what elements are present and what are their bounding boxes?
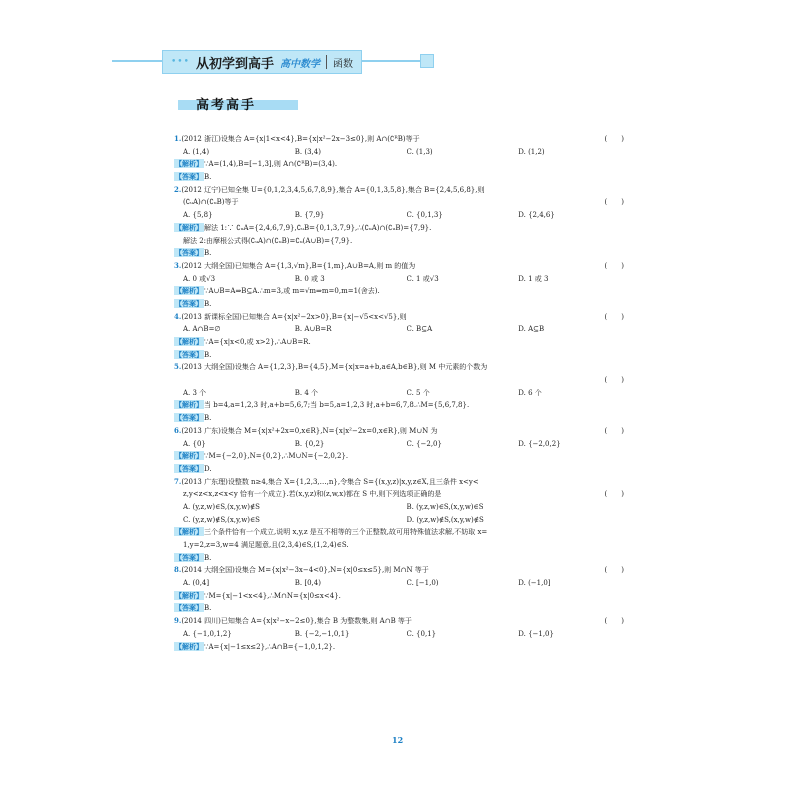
solution-tag: 【解析】 (175, 159, 203, 169)
solution-text: ∵A={x|−1≤x≤2},∴A∩B={−1,0,1,2}. (204, 642, 336, 651)
question-9-options (174, 628, 630, 641)
question-3-answer (174, 298, 630, 311)
option-a: A. {5,8} (183, 211, 213, 220)
solution-tag: 【解析】 (175, 451, 203, 461)
answer-paren: ( ) (604, 135, 624, 143)
solution-text: ∵A∪B=A⇒B⊆A.∴m=3,或 m=√m⇒m=0,m=1(舍去). (204, 287, 380, 296)
answer-text: B. (204, 173, 212, 182)
solution-text: ∵A=(1,4),B=[−1,3],则 A∩(∁ᴿB)=(3,4). (204, 160, 338, 169)
question-8-options (174, 577, 630, 590)
option-d: D. 6 个 (518, 388, 542, 397)
question-number: 5. (174, 362, 182, 372)
answer-text: B. (204, 299, 212, 308)
option-c: C. (1,3) (406, 147, 433, 156)
option-c: C. B⊆A (406, 325, 433, 334)
solution-text: 当 b=4,a=1,2,3 时,a+b=5,6,7;当 b=5,a=1,2,3 时,a+b=6,7,8.∴M={5,6,7,8}. (204, 401, 470, 410)
question-2-solution (174, 222, 630, 235)
option-c: C. 5 个 (406, 388, 430, 397)
question-number: 4. (174, 311, 182, 321)
answer-paren: ( ) (604, 490, 624, 499)
option-b: B. {0,2} (294, 439, 325, 448)
option-c: C. (y,z,w)∉S,(x,y,w)∈S (183, 515, 260, 524)
option-d: D. {−1,0} (518, 629, 554, 638)
option-d: D. 1 或 3 (518, 274, 549, 283)
answer-tag: 【答案】 (175, 298, 203, 308)
option-b: B. (y,z,w)∈S,(x,y,w)∈S (406, 502, 484, 511)
header-end-square (420, 54, 434, 68)
answer-text: B. (204, 350, 212, 359)
question-2-stem (174, 184, 630, 197)
question-text: (∁ᵤA)∩(∁ᵤB)等于 (183, 198, 239, 207)
solution-tag: 【解析】 (175, 590, 203, 600)
question-number: 9. (174, 616, 182, 626)
question-text: (2012 辽宁)已知全集 U={0,1,2,3,4,5,6,7,8,9},集合 A={0,1,3,5,8},集合 B={2,4,5,6,8},则 (181, 185, 485, 194)
option-a: A. (y,z,w)∈S,(x,y,w)∉S (183, 502, 260, 511)
solution-text: 解法 1:∵ ∁ᵤA={2,4,6,7,9},∁ᵤB={0,1,3,7,9},∴(∁ᵤA)∩(∁ᵤB)={7,9}. (204, 223, 432, 232)
question-7-stem-cont (174, 488, 630, 501)
question-7-stem (174, 476, 630, 489)
question-7-solution-cont (174, 539, 630, 552)
answer-paren: ( ) (604, 198, 624, 207)
solution-text: 1,y=2,z=3,w=4 满足题意,且(2,3,4)∈S,(1,2,4)∈S. (183, 541, 349, 549)
option-a: A. (0,4] (183, 579, 210, 588)
solution-text: ∵M={x|−1<x<4},∴M∩N={x|0≤x<4}. (204, 591, 341, 600)
question-8-answer (174, 602, 630, 615)
solution-text: ∵M={−2,0},N={0,2},∴M∪N={−2,0,2}. (204, 452, 349, 461)
question-4-answer (174, 349, 630, 362)
question-5-stem (174, 361, 630, 374)
answer-tag: 【答案】 (175, 603, 203, 613)
question-6-answer (174, 463, 630, 476)
question-text: (2012 大纲全国)已知集合 A={1,3,√m},B={1,m},A∪B=A,则 m 的值为 (181, 261, 416, 270)
question-2-answer (174, 247, 630, 260)
question-number: 6. (174, 425, 182, 435)
question-9-stem (174, 615, 630, 628)
question-number: 8. (174, 565, 182, 575)
question-6-solution (174, 450, 630, 463)
question-text: (2013 新课标全国)已知集合 A={x|x²−2x>0},B={x|−√5<x<√5},则 (181, 312, 407, 321)
question-5-paren-line (174, 374, 630, 387)
option-d: D. (y,z,w)∉S,(x,y,w)∉S (406, 515, 484, 524)
header-dots: ••• (171, 57, 190, 67)
question-number: 7. (174, 476, 182, 486)
question-4-options (174, 323, 630, 336)
subject-title: 高中数学 (279, 58, 320, 70)
page-number: 12 (392, 735, 404, 745)
question-4-stem (174, 311, 630, 324)
question-1-options (174, 146, 630, 159)
question-2-solution-cont (174, 235, 630, 248)
header-separator (326, 55, 327, 69)
chapter-title: 函数 (332, 58, 353, 70)
solution-tag: 【解析】 (175, 400, 203, 410)
solution-text: 解法 2:由摩根公式得(∁ᵤA)∩(∁ᵤB)=∁ᵤ(A∪B)={7,9}. (183, 236, 353, 245)
option-a: A. {−1,0,1,2} (183, 629, 232, 638)
answer-text: D. (204, 464, 212, 473)
answer-tag: 【答案】 (175, 172, 203, 182)
option-d: D. {−2,0,2} (518, 439, 561, 448)
answer-tag: 【答案】 (175, 413, 203, 423)
question-text: (2012 浙江)设集合 A={x|1<x<4},B={x|x²−2x−3≤0},则 A∩(∁ᴿB)等于 (181, 135, 420, 143)
option-a: A. A∩B=∅ (183, 325, 221, 334)
question-number: 1. (174, 134, 182, 143)
solution-tag: 【解析】 (175, 222, 203, 232)
question-2-options (174, 209, 630, 222)
answer-text: B. (204, 414, 212, 423)
section-title: 高考高手 (196, 98, 257, 113)
answer-paren: ( ) (604, 566, 624, 575)
option-d: D. (1,2) (518, 147, 545, 156)
answer-paren: ( ) (604, 376, 624, 385)
option-a: A. 0 或√3 (183, 274, 216, 283)
question-2-stem-cont (174, 196, 630, 209)
question-9-solution (174, 641, 630, 654)
option-c: C. {0,1} (406, 629, 437, 638)
question-3-options (174, 273, 630, 286)
question-text: (2013 大纲全国)设集合 A={1,2,3},B={4,5},M={x|x=a+b,a∈A,b∈B},则 M 中元素的个数为 (181, 363, 488, 372)
answer-tag: 【答案】 (175, 248, 203, 258)
answer-tag: 【答案】 (175, 349, 203, 359)
option-a: A. (1,4) (183, 147, 210, 156)
option-c: C. {0,1,3} (406, 211, 443, 220)
option-b: B. {7,9} (294, 211, 325, 220)
option-b: B. 4 个 (294, 388, 319, 397)
option-d: D. A⊆B (518, 325, 545, 334)
answer-tag: 【答案】 (175, 463, 203, 473)
option-c: C. [−1,0) (406, 579, 439, 588)
option-d: D. {2,4,6} (518, 211, 555, 220)
answer-paren: ( ) (604, 426, 624, 435)
question-8-solution (174, 590, 630, 603)
series-title: 从初学到高手 (195, 56, 274, 72)
question-1-answer (174, 171, 630, 184)
solution-tag: 【解析】 (175, 641, 203, 651)
question-text: (2014 四川)已知集合 A={x|x²−x−2≤0},集合 B 为整数集,则 A∩B 等于 (181, 617, 412, 626)
option-d: D. (−1,0] (518, 579, 551, 588)
question-8-stem (174, 564, 630, 577)
answer-text: B. (204, 604, 212, 613)
answer-tag: 【答案】 (175, 552, 203, 562)
option-a: A. 3 个 (183, 388, 207, 397)
option-c: C. 1 或√3 (406, 274, 439, 283)
option-b: B. {−2,−1,0,1} (294, 629, 350, 638)
running-header (112, 50, 432, 72)
question-text: (2014 大纲全国)设集合 M={x|x²−3x−4<0},N={x|0≤x≤5},则 M∩N 等于 (181, 566, 429, 575)
option-c: C. {−2,0} (406, 439, 442, 448)
question-5-options (174, 387, 630, 400)
option-a: A. {0} (183, 439, 206, 448)
question-4-solution (174, 336, 630, 349)
question-3-solution (174, 285, 630, 298)
question-1-stem (174, 133, 630, 146)
answer-paren: ( ) (604, 617, 624, 626)
option-b: B. [0,4) (294, 579, 321, 588)
question-text: z,y<z<x,z<x<y 恰有一个成立}.若(x,y,z)和(z,w,x)都在 S 中,则下列选项正确的是 (183, 490, 442, 499)
question-number: 3. (174, 260, 182, 270)
question-7-options-row1 (174, 501, 630, 514)
answer-text: B. (204, 249, 212, 258)
solution-text: ∵A={x|x<0,或 x>2},∴A∪B=R. (204, 338, 311, 346)
option-b: B. 0 或 3 (294, 274, 325, 283)
question-text: (2013 广东)设集合 M={x|x²+2x=0,x∈R},N={x|x²−2x=0,x∈R},则 M∪N 为 (181, 426, 438, 435)
question-text: (2013 广东理)设整数 n≥4,集合 X={1,2,3,…,n},令集合 S={(x,y,z)|x,y,z∈X,且三条件 x<y< (181, 477, 479, 486)
question-5-answer (174, 412, 630, 425)
question-7-solution (174, 526, 630, 539)
question-5-solution (174, 399, 630, 412)
question-6-options (174, 438, 630, 451)
option-b: B. (3,4) (294, 147, 321, 156)
solution-tag: 【解析】 (175, 286, 203, 296)
answer-text: B. (204, 553, 212, 562)
solution-text: 三个条件恰有一个成立,说明 x,y,z 是互不相等的三个正整数,故可用特殊值法求解,不妨取 x= (204, 528, 488, 537)
question-7-answer (174, 552, 630, 565)
solution-tag: 【解析】 (175, 527, 203, 537)
solution-tag: 【解析】 (175, 337, 203, 346)
question-7-options-row2 (174, 514, 630, 527)
answer-paren: ( ) (604, 261, 624, 270)
header-box (162, 50, 362, 74)
question-3-stem (174, 260, 630, 273)
option-b: B. A∪B=R (294, 325, 332, 334)
question-number: 2. (174, 184, 182, 194)
section-heading (178, 94, 298, 116)
question-1-solution (174, 158, 630, 171)
answer-paren: ( ) (604, 312, 624, 321)
problem-list (174, 133, 630, 653)
question-6-stem (174, 425, 630, 438)
